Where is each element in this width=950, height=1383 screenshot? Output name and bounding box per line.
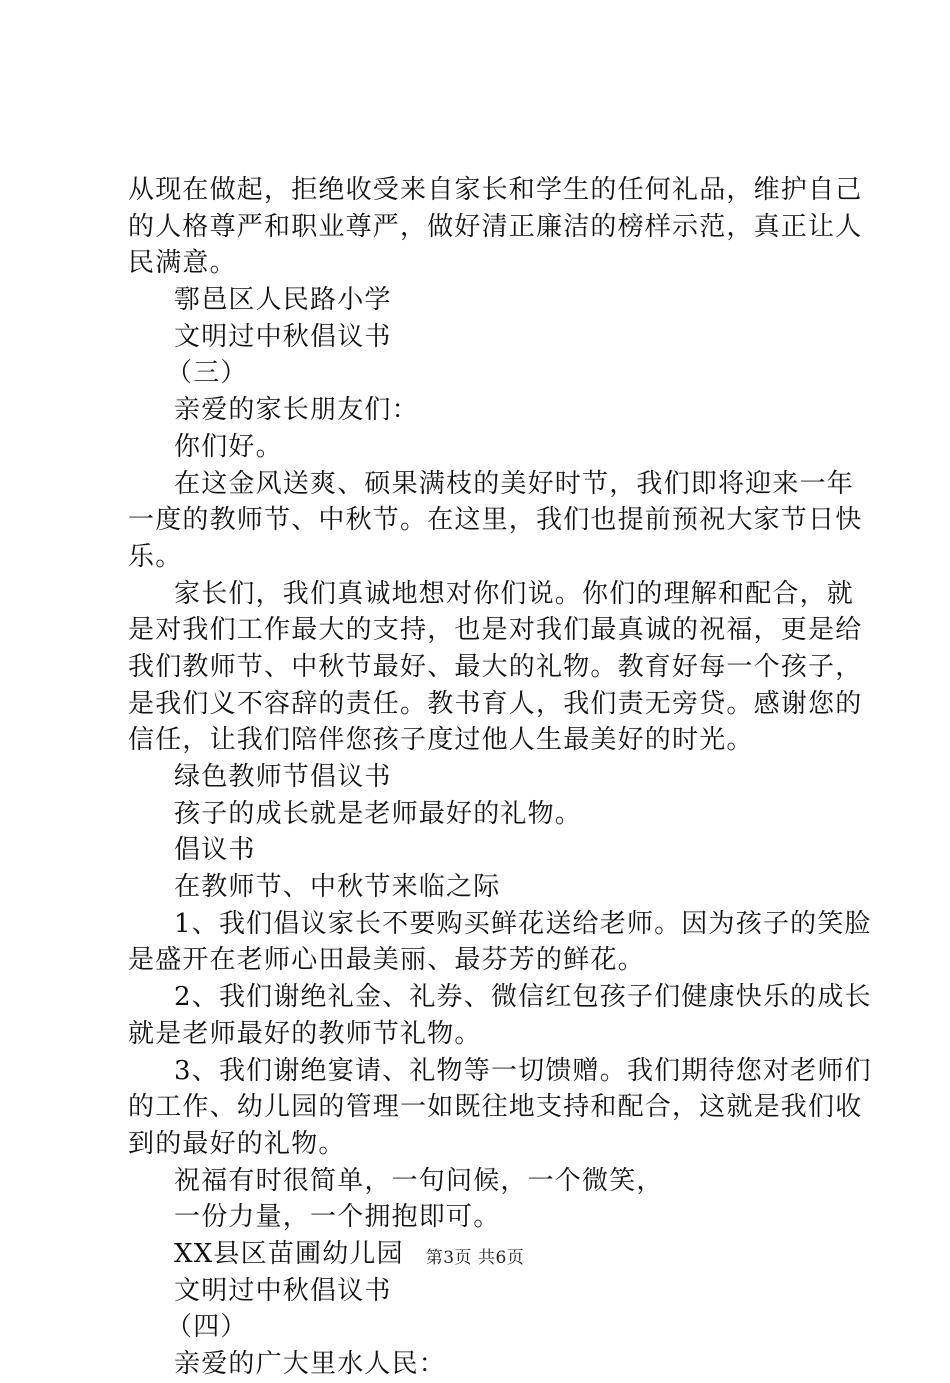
list-item-continuation: 就是老师最好的教师节礼物。 [128, 1018, 482, 1049]
list-item-continuation: 的工作、幼儿园的管理一如既往地支持和配合，这就是我们收 [128, 1092, 863, 1123]
section-number: （四） [166, 1312, 248, 1343]
paragraph-line: 我们教师节、中秋节最好、最大的礼物。教育好每一个孩子， [128, 651, 863, 682]
paragraph-line: 民满意。 [128, 248, 237, 279]
paragraph-line: 祝福有时很简单，一句问候，一个微笑， [174, 1165, 664, 1196]
page-number-footer: 第3页 共6页 [425, 1248, 525, 1268]
paragraph-line: 是我们义不容辞的责任。教书育人，我们责无旁贷。感谢您的 [128, 688, 863, 719]
paragraph-line: 在这金风送爽、硕果满枝的美好时节，我们即将迎来一年 [174, 468, 855, 499]
paragraph-line: 从现在做起，拒绝收受来自家长和学生的任何礼品，维护自己 [128, 175, 863, 205]
paragraph-line: 一度的教师节、中秋节。在这里，我们也提前预祝大家节日快 [128, 505, 863, 536]
paragraph-line: 乐。 [128, 541, 183, 572]
salutation: 亲爱的广大里水人民： [174, 1349, 447, 1379]
salutation: 亲爱的家长朋友们： [174, 395, 419, 426]
paragraph-line: 的人格尊严和职业尊严，做好清正廉洁的榜样示范，真正让人 [128, 211, 863, 242]
section-title: 绿色教师节倡议书 [174, 762, 392, 792]
greeting: 你们好。 [174, 431, 283, 462]
section-title: 倡议书 [174, 835, 256, 866]
signature-kindergarten: XX县区苗圃幼儿园 [174, 1238, 404, 1269]
list-item: 2、我们谢绝礼金、礼券、微信红包孩子们健康快乐的成长 [174, 982, 872, 1013]
list-item: 1、我们倡议家长不要购买鲜花送给老师。因为孩子的笑脸 [174, 908, 872, 939]
list-item-continuation: 到的最好的礼物。 [128, 1128, 346, 1159]
list-item: 3、我们谢绝宴请、礼物等一切馈赠。我们期待您对老师们 [174, 1055, 872, 1086]
paragraph-line: 孩子的成长就是老师最好的礼物。 [174, 798, 583, 829]
paragraph-line: 家长们，我们真诚地想对你们说。你们的理解和配合，就 [174, 578, 855, 609]
document-body [128, 172, 872, 1383]
signature-school: 鄠邑区人民路小学 [174, 285, 392, 316]
paragraph-line: 在教师节、中秋节来临之际 [174, 872, 501, 903]
section-number: （三） [166, 358, 248, 389]
list-item-continuation: 是盛开在老师心田最美丽、最芬芳的鲜花。 [128, 945, 645, 976]
paragraph-line: 一份力量，一个拥抱即可。 [174, 1202, 501, 1233]
section-title: 文明过中秋倡议书 [174, 1275, 392, 1306]
section-title: 文明过中秋倡议书 [174, 321, 392, 352]
paragraph-line: 是对我们工作最大的支持，也是对我们最真诚的祝福，更是给 [128, 615, 863, 646]
paragraph-line: 信任，让我们陪伴您孩子度过他人生最美好的时光。 [128, 725, 754, 756]
